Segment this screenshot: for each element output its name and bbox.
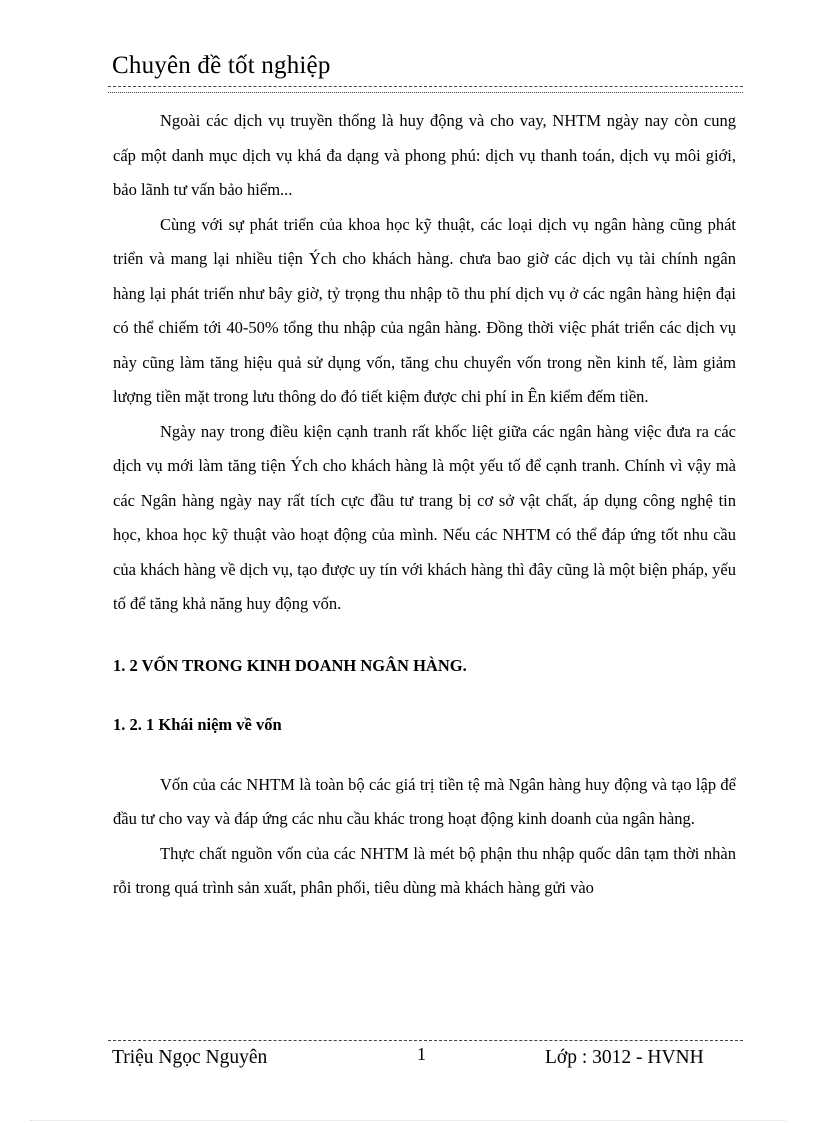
footer-divider <box>108 1040 743 1041</box>
paragraph: Ngoài các dịch vụ truyền thống là huy động và cho vay, NHTM ngày nay còn cung cấp một danh mục dịch vụ khá đa dạng và phong phú: dịch vụ thanh toán, dịch vụ môi giới, bảo lãnh tư vấn bảo hiểm... <box>113 111 736 199</box>
footer-author: Triệu Ngọc Nguyên <box>112 1047 268 1068</box>
page-edge-divider <box>30 1120 786 1121</box>
document-body <box>113 104 736 906</box>
footer-class-label: Lớp : 3012 - HVNH <box>545 1047 704 1068</box>
page-number: 1 <box>417 1044 426 1064</box>
header-divider-secondary <box>108 92 743 93</box>
subsection-heading: 1. 2. 1 Khái niệm về vốn <box>113 715 282 734</box>
paragraph: Ngày nay trong điều kiện cạnh tranh rất khốc liệt giữa các ngân hàng việc đưa ra các dịch vụ mới làm tăng tiện Ých cho khách hàng là một yếu tố để cạnh tranh. Chính vì vậy mà các Ngân hàng ngày nay rất tích cực đầu tư trang bị cơ sở vật chất, áp dụng công nghệ tin học, khoa học kỹ thuật vào hoạt động của mình. Nếu các NHTM có thể đáp ứng tốt nhu cầu của khách hàng về dịch vụ, tạo được uy tín với khách hàng thì đây cũng là một biện pháp, yếu tố để tăng khả năng huy động vốn. <box>113 421 736 613</box>
paragraph: Cùng với sự phát triển của khoa học kỹ thuật, các loại dịch vụ ngân hàng cũng phát triển và mang lại nhiều tiện Ých cho khách hàng. chưa bao giờ các dịch vụ tài chính ngân hàng lại phát triển như bây giờ, tỷ trọng thu nhập tõ thu phí dịch vụ ở các ngân hàng hiện đại có thể chiếm tới 40-50% tổng thu nhập của ngân hàng. Đồng thời việc phát triển các dịch vụ này cũng làm tăng hiệu quả sử dụng vốn, tăng chu chuyển vốn trong nền kinh tế, làm giảm lượng tiền mặt trong lưu thông do đó tiết kiệm được chi phí in Ên kiểm đếm tiền. <box>113 214 736 406</box>
paragraph: Thực chất nguồn vốn của các NHTM là mét bộ phận thu nhập quốc dân tạm thời nhàn rỗi trong quá trình sản xuất, phân phối, tiêu dùng mà khách hàng gửi vào <box>113 843 736 897</box>
document-header-title: Chuyên đề tốt nghiệp <box>112 52 331 79</box>
header-divider <box>108 86 743 87</box>
section-heading: 1. 2 VỐN TRONG KINH DOANH NGÂN HÀNG. <box>113 655 467 675</box>
paragraph: Vốn của các NHTM là toàn bộ các giá trị tiền tệ mà Ngân hàng huy động và tạo lập để đầu tư cho vay và đáp ứng các nhu cầu khác trong hoạt động kinh doanh của ngân hàng. <box>113 774 736 828</box>
